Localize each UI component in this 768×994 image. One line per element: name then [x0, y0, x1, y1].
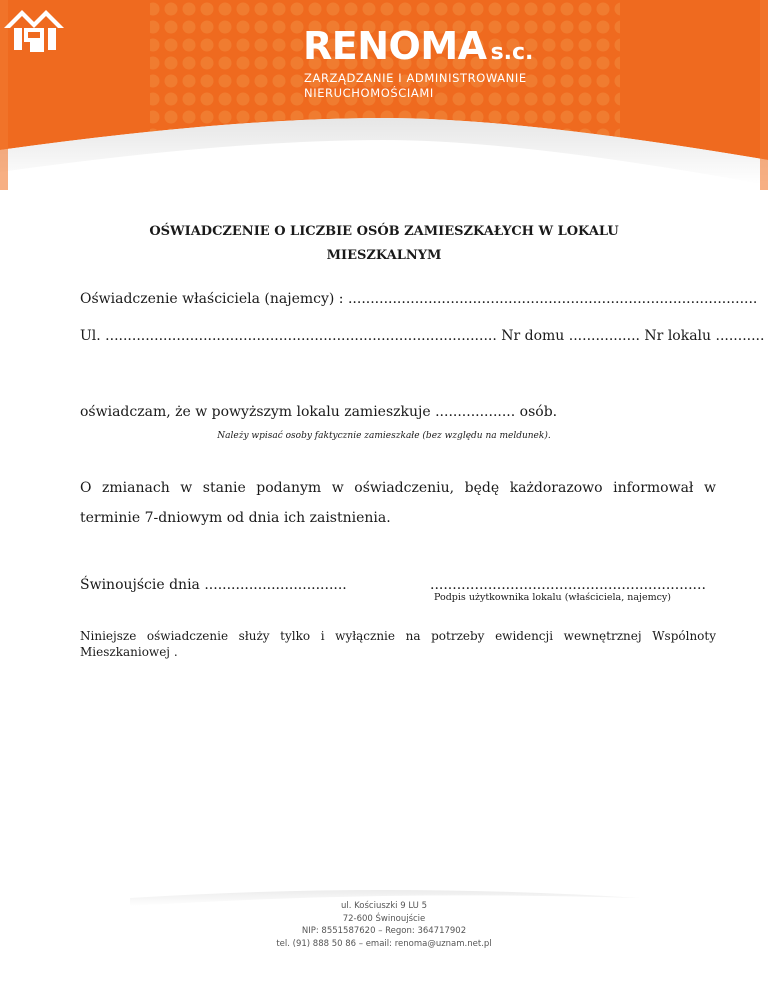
brand-suffix: s.c. [490, 40, 534, 65]
tagline-line2: NIERUCHOMOŚCIAMI [304, 86, 434, 100]
signature-label: Podpis użytkownika lokalu (właściciela, najemcy) [434, 592, 671, 603]
footer-phone-email: tel. (91) 888 50 86 – email: renoma@uznam.net.pl [276, 938, 492, 949]
residents-note: Należy wpisać osoby faktycznie zamieszkałe (bez względu na meldunek). [217, 431, 551, 441]
brand-tagline [304, 71, 527, 101]
house-logo-icon [0, 0, 68, 56]
footer-contact [0, 900, 768, 950]
place-date-line: Świnoujście dnia ................................ [80, 577, 347, 593]
footer-nip-regon: NIP: 8551587620 – Regon: 364717902 [301, 926, 467, 936]
signature-line: .............................................................. [430, 577, 706, 593]
tagline-line1: ZARZĄDZANIE I ADMINISTROWANIE [304, 71, 527, 85]
title-line1: OŚWIADCZENIE O LICZBIE OSÓB ZAMIESZKAŁYCH W LOKALU [149, 224, 619, 239]
change-paragraph: O zmianach w stanie podanym w oświadczeniu, będę każdorazowo informował w terminie 7-dniowym od dnia ich zaistnienia. [80, 480, 716, 526]
footer-address: ul. Kościuszki 9 LU 5 [341, 901, 427, 911]
address-line: Ul. ........................................................................................ Nr domu ................ Nr lokalu ........... [80, 328, 765, 344]
declaration-line: oświadczam, że w powyższym lokalu zamieszkuje .................. osób. [80, 404, 558, 420]
document-title [0, 220, 768, 268]
disclaimer: Niniejsze oświadczenie służy tylko i wyłącznie na potrzeby ewidencji wewnętrznej Wspólnoty Mieszkaniowej . [80, 629, 716, 659]
footer-city: 72-600 Świnoujście [342, 913, 426, 924]
owner-line: Oświadczenie właściciela (najemcy) : ............................................................................................ [80, 291, 758, 307]
brand-name: RENOMA s.c. [303, 24, 534, 68]
title-line2: MIESZKALNYM [326, 248, 442, 263]
letterhead-banner [0, 0, 768, 190]
